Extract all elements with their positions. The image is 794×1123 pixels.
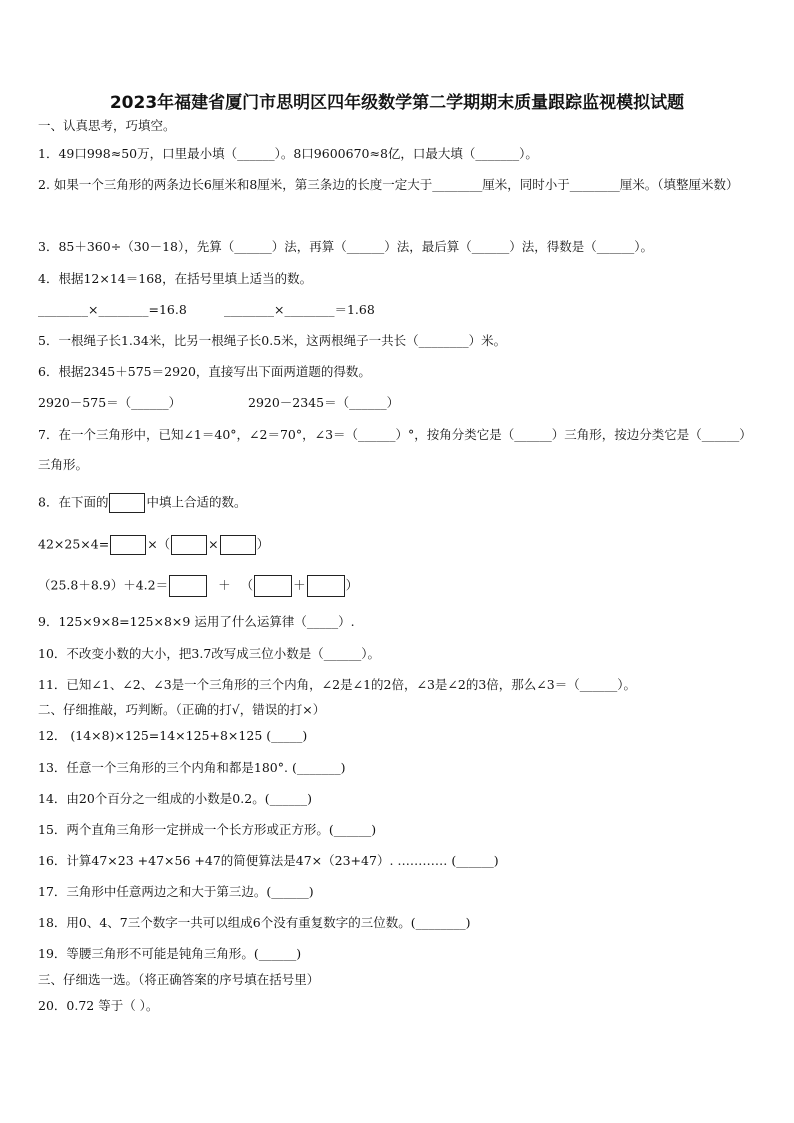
question-9: 9．125×9×8=125×8×9 运用了什么运算律（_____）.: [38, 614, 355, 629]
question-18: 18．用0、4、7三个数字一共可以组成6个没有重复数字的三位数。(________): [38, 915, 471, 930]
page-title: 2023年福建省厦门市思明区四年级数学第二学期期末质量跟踪监视模拟试题: [109, 93, 685, 113]
question-6a: 2920－575＝（______）: [38, 395, 182, 410]
answer-box[interactable]: [171, 535, 207, 555]
answer-box[interactable]: [307, 575, 345, 597]
question-8: [38, 493, 246, 513]
question-8a-expression: 42×25×4=: [38, 536, 110, 552]
question-17: 17．三角形中任意两边之和大于第三边。(______): [38, 884, 314, 899]
answer-box[interactable]: [109, 493, 145, 513]
answer-box[interactable]: [169, 575, 207, 597]
question-16: 16．计算47×23 +47×56 +47的简便算法是47×（23+47）. ………… (______): [38, 853, 499, 868]
section-1-heading: 一、认真思考，巧填空。: [38, 118, 176, 133]
question-11: 11．已知∠1、∠2、∠3是一个三角形的三个内角，∠2是∠1的2倍，∠3是∠2的3倍，那么∠3＝（______）。: [38, 677, 636, 692]
question-8a: [38, 535, 269, 555]
answer-box[interactable]: [110, 535, 146, 555]
closing-paren: ）: [345, 577, 359, 593]
question-19: 19．等腰三角形不可能是钝角三角形。(______): [38, 946, 302, 961]
question-4b: ________×________＝1.68: [224, 302, 375, 317]
section-3-heading: 三、仔细选一选。（将正确答案的序号填在括号里）: [38, 972, 320, 987]
question-20: 20．0.72 等于（ ）。: [38, 998, 159, 1013]
question-12: 12． (14×8)×125=14×125+8×125 (_____): [38, 728, 308, 743]
question-15: 15．两个直角三角形一定拼成一个长方形或正方形。(______): [38, 822, 377, 837]
question-4: 4．根据12×14＝168，在括号里填上适当的数。: [38, 271, 313, 286]
question-6b: 2920－2345＝（______）: [248, 395, 400, 410]
question-4a: ________×________=16.8: [38, 302, 187, 317]
question-1: 1．49口998≈50万，口里最小填（______）。8口9600670≈8亿，口最大填（_______）。: [38, 146, 538, 161]
question-10: 10．不改变小数的大小，把3.7改写成三位小数是（______）。: [38, 646, 381, 661]
question-8b-expression: （25.8＋8.9）＋4.2＝: [38, 577, 169, 593]
question-8-suffix: 中填上合适的数。: [146, 494, 247, 510]
question-7: 7．在一个三角形中，已知∠1＝40°，∠2＝70°，∠3＝（______）°，按角分类它是（______）三角形，按边分类它是（______）三角形。: [38, 427, 752, 472]
answer-box[interactable]: [220, 535, 256, 555]
question-5: 5．一根绳子长1.34米，比另一根绳子长0.5米，这两根绳子一共长（________）米。: [38, 333, 507, 348]
closing-paren: ）: [256, 536, 270, 552]
operator-times-paren: ×（: [147, 536, 171, 552]
question-3: 3．85＋360÷（30－18），先算（______）法，再算（______）法，最后算（______）法，得数是（______）。: [38, 239, 654, 254]
question-6: 6．根据2345＋575＝2920，直接写出下面两道题的得数。: [38, 364, 371, 379]
opening-paren: （: [240, 577, 254, 593]
operator-times: ×: [208, 536, 219, 552]
section-2-heading: 二、仔细推敲，巧判断。（正确的打√，错误的打×）: [38, 702, 326, 717]
answer-box[interactable]: [254, 575, 292, 597]
question-13: 13．任意一个三角形的三个内角和都是180°. (_______): [38, 760, 346, 775]
question-8b: [38, 575, 358, 597]
question-14: 14．由20个百分之一组成的小数是0.2。(______): [38, 791, 312, 806]
operator-plus: ＋: [293, 577, 306, 593]
operator-plus: ＋: [218, 577, 231, 593]
question-2: 2. 如果一个三角形的两条边长6厘米和8厘米，第三条边的长度一定大于________厘米，同时小于________厘米。（填整厘米数）: [38, 177, 739, 192]
question-8-prefix: 8．在下面的: [38, 494, 109, 510]
